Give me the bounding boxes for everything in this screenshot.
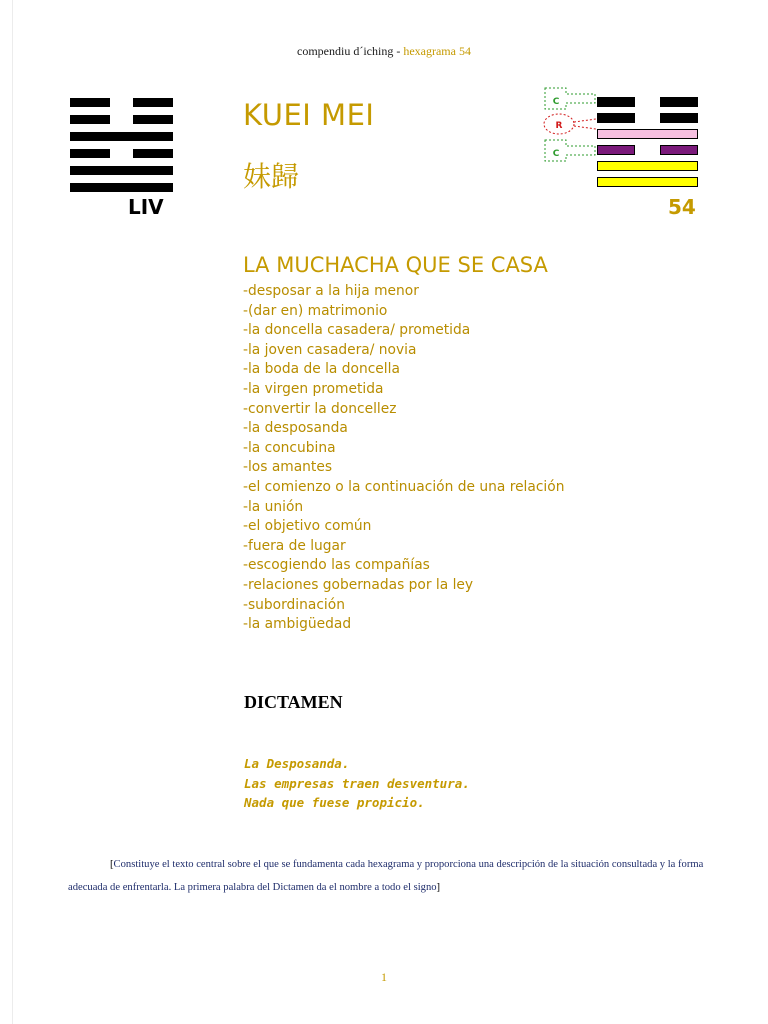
meaning-item: -relaciones gobernadas por la ley — [243, 576, 474, 593]
marker-c-bottom-label: C — [552, 149, 560, 159]
hexagram-left-line-2 — [70, 115, 173, 124]
meaning-item: -escogiendo las compañías — [243, 557, 430, 574]
hexagram-left-line-6 — [70, 183, 173, 192]
hexagram-hanzi: 妹歸 — [243, 160, 300, 193]
meaning-item: -(dar en) matrimonio — [243, 302, 388, 319]
section-title: DICTAMEN — [244, 692, 343, 712]
meaning-item: -convertir la doncellez — [243, 400, 397, 417]
marker-c-top — [545, 88, 595, 109]
page-number: 1 — [381, 970, 387, 984]
marker-r-label: R — [555, 121, 563, 131]
meaning-item: -los amantes — [243, 459, 333, 476]
meanings-list — [243, 282, 564, 635]
meaning-item: -desposar a la hija menor — [243, 283, 419, 299]
hexagram-right-line-6 — [597, 177, 698, 187]
hexagram-name-heading: LA MUCHACHA QUE SE CASA — [243, 253, 548, 277]
header-text: compendiu d´iching - — [297, 44, 404, 58]
header-hexagram-label: hexagrama 54 — [403, 44, 471, 58]
marker-callouts — [540, 84, 600, 194]
meaning-item: -la joven casadera/ novia — [243, 341, 417, 358]
hexagram-left-line-1 — [70, 98, 173, 107]
judgement-text — [244, 754, 470, 813]
meaning-item: -la unión — [243, 498, 304, 515]
marker-c-bottom — [545, 140, 595, 161]
hexagram-left-line-4 — [70, 149, 173, 158]
marker-r — [544, 114, 596, 134]
judgement-line: La Desposanda. — [244, 756, 350, 771]
note-open-bracket: [ — [110, 859, 114, 870]
hexagram-right-line-1 — [597, 97, 698, 107]
meaning-item: -la doncella casadera/ prometida — [243, 322, 471, 339]
meaning-item: -fuera de lugar — [243, 537, 346, 554]
meaning-item: -la ambigüedad — [243, 616, 352, 633]
roman-numeral-label: LIV — [128, 195, 164, 219]
meaning-item: -la concubina — [243, 439, 336, 456]
marker-c-top-label: C — [552, 97, 560, 107]
meaning-item: -la desposanda — [243, 420, 348, 437]
hexagram-title: KUEI MEI — [243, 98, 375, 132]
hexagram-number: 54 — [668, 195, 696, 219]
hexagram-right-line-5 — [597, 161, 698, 171]
hexagram-right-line-2 — [597, 113, 698, 123]
hexagram-right-line-4 — [597, 145, 698, 155]
trigram-diagram — [540, 84, 705, 194]
meaning-item: -la virgen prometida — [243, 380, 384, 397]
meaning-item: -subordinación — [243, 596, 345, 613]
meaning-item: -el objetivo común — [243, 518, 372, 535]
note-close-bracket: ] — [436, 882, 441, 893]
hexagram-left-line-3 — [70, 132, 173, 141]
page-header — [0, 44, 768, 59]
note-text: Constituye el texto central sobre el que se fundamenta cada hexagrama y proporciona una descripción de la situación consultada y la forma adecuada de enfrentarla. La primera palabra del Dictamen da el nombre a todo el signo — [68, 859, 704, 893]
hexagram-right — [597, 97, 698, 193]
page-margin-line — [12, 0, 13, 1024]
hexagram-right-line-3 — [597, 129, 698, 139]
meaning-item: -la boda de la doncella — [243, 361, 400, 378]
hexagram-left-line-5 — [70, 166, 173, 175]
meaning-item: -el comienzo o la continuación de una relación — [243, 478, 565, 495]
judgement-line: Nada que fuese propicio. — [244, 795, 425, 810]
explanatory-note — [68, 853, 714, 899]
hexagram-left — [70, 98, 173, 200]
judgement-line: Las empresas traen desventura. — [244, 775, 470, 791]
